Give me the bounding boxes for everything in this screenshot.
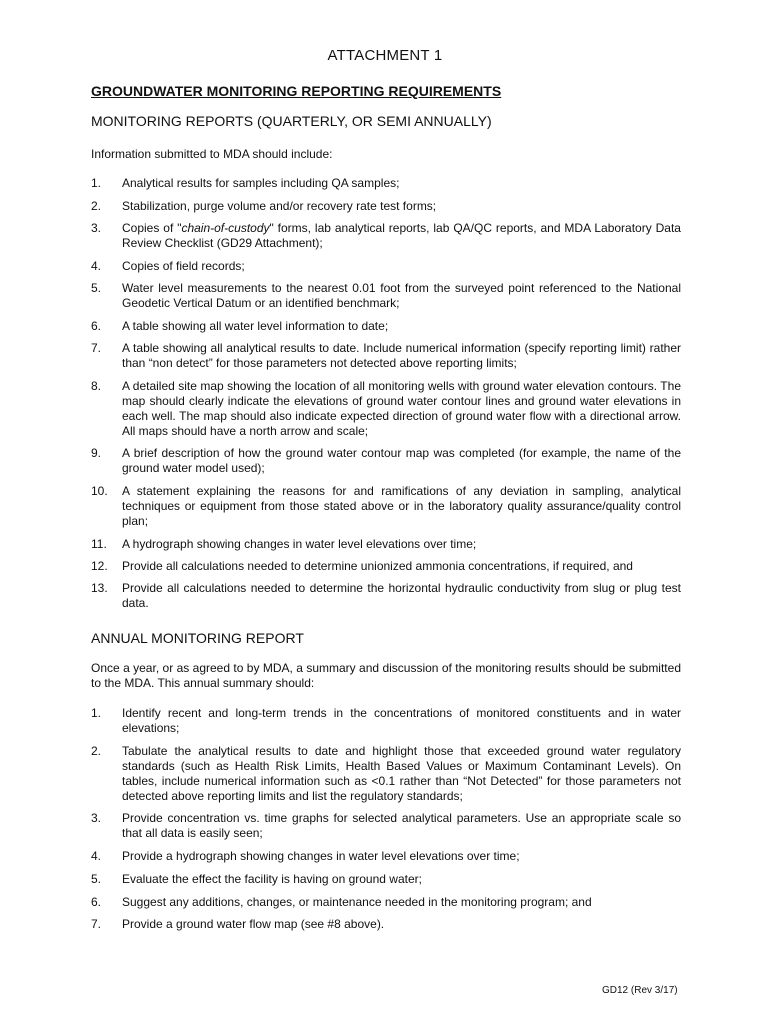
item-text: Identify recent and long-term trends in the concentrations of monitored constituents and in water elevations; <box>122 706 681 735</box>
item-number: 13. <box>91 581 108 595</box>
item-number: 7. <box>91 341 102 355</box>
list-item <box>91 849 681 864</box>
monitoring-reports-heading: MONITORING REPORTS (QUARTERLY, OR SEMI ANNUALLY) <box>91 113 492 129</box>
item-number: 5. <box>91 872 102 886</box>
list-item <box>91 319 681 334</box>
item-text: Evaluate the effect the facility is having on ground water; <box>122 872 422 886</box>
list-item <box>91 581 681 611</box>
item-text: A hydrograph showing changes in water level elevations over time; <box>122 537 477 551</box>
list-item <box>91 259 681 274</box>
monitoring-intro: Information submitted to MDA should include: <box>91 147 333 161</box>
list-item <box>91 484 681 529</box>
annual-report-heading: ANNUAL MONITORING REPORT <box>91 630 304 646</box>
item-number: 4. <box>91 259 102 273</box>
item-number: 10. <box>91 484 108 498</box>
item-text: A table showing all water level information to date; <box>122 319 389 333</box>
item-text: Copies of field records; <box>122 259 245 273</box>
item-text: Suggest any additions, changes, or maintenance needed in the monitoring program; and <box>122 895 592 909</box>
item-text: Analytical results for samples including QA samples; <box>122 176 400 190</box>
item-number: 6. <box>91 319 102 333</box>
list-item <box>91 281 681 311</box>
list-item <box>91 221 681 251</box>
item-text: Provide concentration vs. time graphs for selected analytical parameters. Use an appropriate scale so that all data is easily seen; <box>122 811 681 840</box>
item-text: Provide a ground water flow map (see #8 above). <box>122 917 385 931</box>
item-text: Stabilization, purge volume and/or recovery rate test forms; <box>122 199 437 213</box>
item-number: 5. <box>91 281 102 295</box>
list-item <box>91 872 681 887</box>
item-number: 1. <box>91 176 102 190</box>
item-number: 3. <box>91 811 102 825</box>
list-item <box>91 811 681 841</box>
annual-intro: Once a year, or as agreed to by MDA, a summary and discussion of the monitoring results should be submitted to the MDA. This annual summary should: <box>91 661 681 690</box>
list-item <box>91 341 681 371</box>
item-text: Provide a hydrograph showing changes in water level elevations over time; <box>122 849 520 863</box>
list-item <box>91 917 681 932</box>
list-item <box>91 744 681 804</box>
item-number: 7. <box>91 917 102 931</box>
item-number: 8. <box>91 379 102 393</box>
item-text: A statement explaining the reasons for and ramifications of any deviation in sampling, analytical techniques or equipment from those stated above or in the laboratory quality assurance/quality control plan; <box>122 484 681 528</box>
item-number: 2. <box>91 199 102 213</box>
item-text: A detailed site map showing the location of all monitoring wells with ground water elevation contours. The map should clearly indicate the elevations of ground water contour lines and ground water elevations in each well. The map should also indicate expected direction of ground water flow with a directional arrow. All maps should have a north arrow and scale; <box>122 379 681 438</box>
list-item <box>91 559 681 574</box>
item-text: Provide all calculations needed to determine unionized ammonia concentrations, if required, and <box>122 559 633 573</box>
item-text: Tabulate the analytical results to date and highlight those that exceeded ground water regulatory standards (such as Health Risk Limits, Health Based Values or Maximum Contaminant Levels). On tables, include numerical information such as <0.1 rather than “Not Detected” for those parameters not detected above reporting limits and list the regulatory standards; <box>122 744 681 803</box>
page-title: GROUNDWATER MONITORING REPORTING REQUIREMENTS <box>91 83 502 99</box>
list-item <box>91 379 681 439</box>
item-text: A brief description of how the ground water contour map was completed (for example, the name of the ground water model used); <box>122 446 681 475</box>
item-number: 3. <box>91 221 102 235</box>
item-number: 6. <box>91 895 102 909</box>
attachment-label: ATTACHMENT 1 <box>327 47 443 64</box>
item-number: 4. <box>91 849 102 863</box>
item-number: 9. <box>91 446 102 460</box>
item-number: 2. <box>91 744 102 758</box>
list-item <box>91 537 681 552</box>
chain-of-custody-emphasis: chain-of-custody <box>181 221 270 235</box>
item-number: 12. <box>91 559 108 573</box>
list-item <box>91 176 681 191</box>
list-item <box>91 895 681 910</box>
list-item <box>91 706 681 736</box>
item-text: Water level measurements to the nearest 0.01 foot from the surveyed point referenced to the National Geodetic Vertical Datum or an identified benchmark; <box>122 281 681 310</box>
list-item <box>91 446 681 476</box>
item-number: 11. <box>91 537 107 551</box>
item-text: Copies of "chain-of-custody" forms, lab analytical reports, lab QA/QC reports, and MDA Laboratory Data Review Checklist (GD29 Attachment); <box>122 221 681 250</box>
item-text: Provide all calculations needed to determine the horizontal hydraulic conductivity from slug or plug test data. <box>122 581 681 610</box>
item-number: 1. <box>91 706 102 720</box>
list-item <box>91 199 681 214</box>
item-text: A table showing all analytical results to date. Include numerical information (specify reporting limit) rather than “non detect” for those parameters not detected above reporting limits; <box>122 341 681 370</box>
document-revision-footer: GD12 (Rev 3/17) <box>602 985 678 996</box>
